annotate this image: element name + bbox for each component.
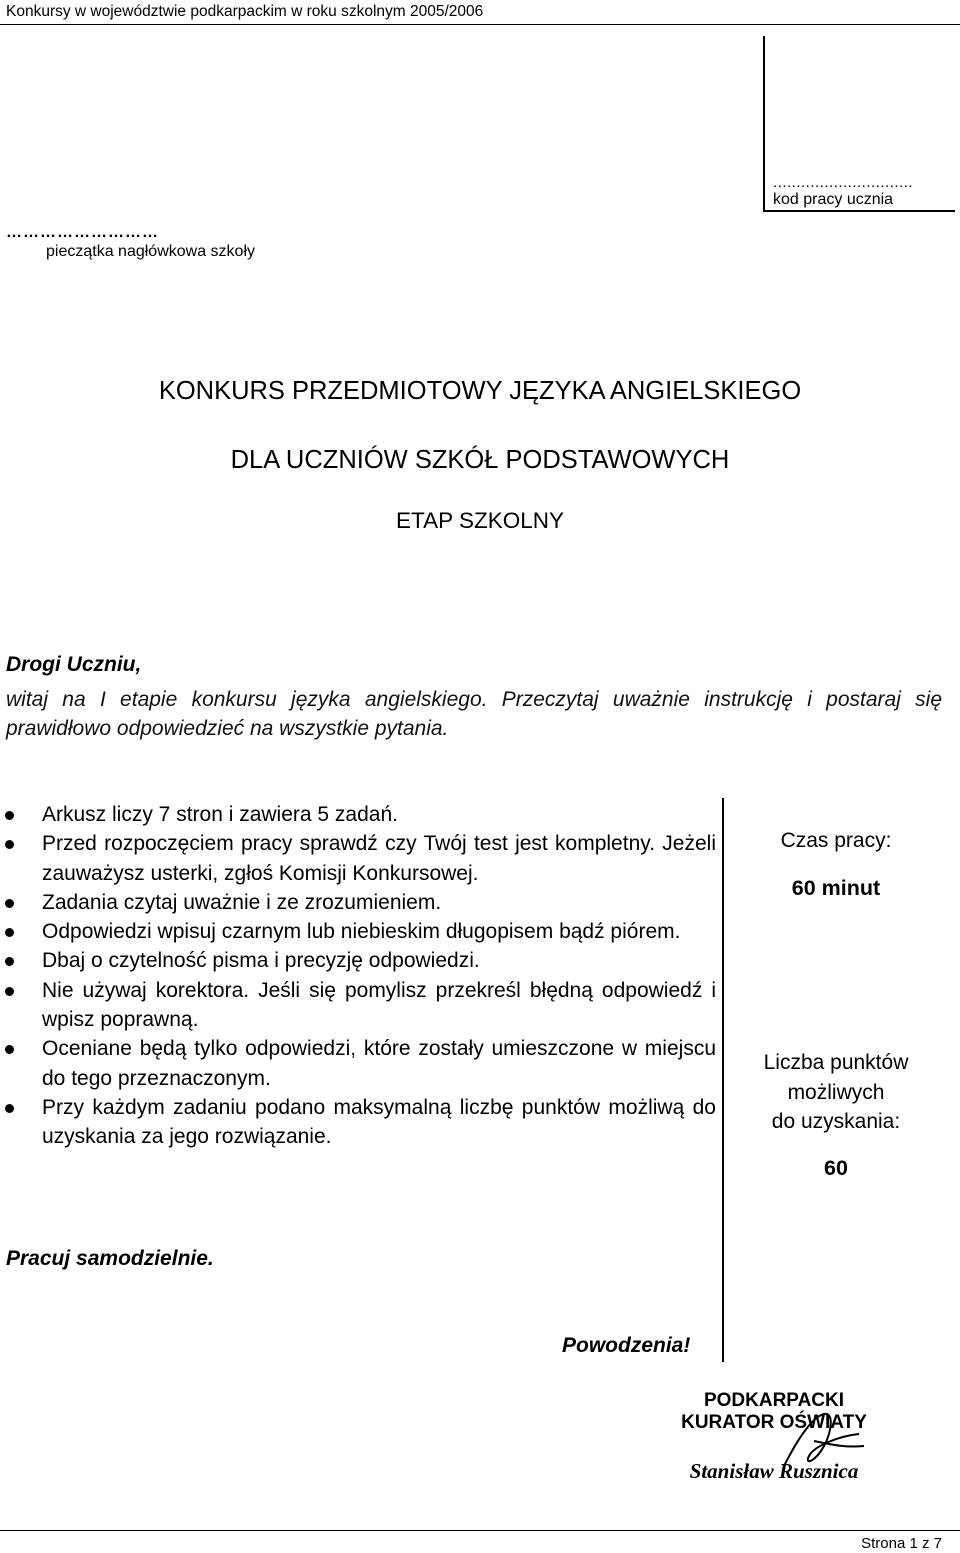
- code-box-label: kod pracy ucznia: [773, 191, 894, 208]
- header-divider: [0, 24, 960, 25]
- curator-signature-stamp: [664, 1386, 884, 1490]
- bullet-icon: [5, 1045, 14, 1054]
- bullet-icon: [5, 899, 14, 908]
- page-header-title: Konkursy w województwie podkarpackim w roku szkolnym 2005/2006: [6, 3, 484, 20]
- rule-text: Dbaj o czytelność pisma i precyzję odpowiedzi.: [42, 949, 480, 973]
- bullet-icon: [5, 928, 14, 937]
- code-box-left-border: [763, 36, 765, 212]
- points-label: [729, 1048, 943, 1137]
- title-stage: ETAP SZKOLNY: [396, 508, 564, 533]
- work-alone-note: Pracuj samodzielnie.: [6, 1247, 214, 1270]
- rules-list: [0, 800, 716, 1152]
- bullet-icon: [5, 840, 14, 849]
- points-label-line: do uzyskania:: [771, 1110, 901, 1133]
- intro-paragraph: witaj na I etapie konkursu języka angielskiego. Przeczytaj uważnie instrukcję i postaraj się prawidłowo odpowiedzieć na wszystkie pytania.: [6, 688, 942, 740]
- rule-item: [0, 976, 716, 1035]
- rule-item: [0, 888, 716, 917]
- signature-line2: KURATOR OŚWIATY: [681, 1412, 867, 1433]
- rule-text: Oceniane będą tylko odpowiedzi, które zostały umieszczone w miejscu do tego przeznaczonym.: [42, 1037, 716, 1090]
- bullet-icon: [5, 987, 14, 996]
- code-box-bottom-border: [763, 210, 955, 212]
- rule-text: Arkusz liczy 7 stron i zawiera 5 zadań.: [42, 803, 398, 826]
- rule-text: Przy każdym zadaniu podano maksymalną liczbę punktów możliwą do uzyskania za jego rozwiązanie.: [42, 1095, 716, 1149]
- good-luck-note: Powodzenia!: [562, 1334, 691, 1357]
- rule-item: [0, 800, 716, 829]
- points-label-line: Liczba punktów: [763, 1051, 909, 1074]
- points-label-line: możliwych: [787, 1080, 885, 1104]
- bullet-icon: [5, 811, 14, 820]
- time-value: 60 minut: [791, 876, 881, 900]
- rule-item: [0, 917, 716, 946]
- rule-item: [0, 1093, 716, 1152]
- signature-name: Stanisław Rusznica: [689, 1459, 859, 1483]
- bullet-icon: [5, 957, 14, 966]
- signature-line1: PODKARPACKI: [703, 1390, 845, 1411]
- rule-text: Nie używaj korektora. Jeśli się pomylisz przekreśl błędną odpowiedź i wpisz poprawną.: [42, 978, 716, 1032]
- code-box-dots: ..............................: [773, 174, 914, 191]
- rule-text: Odpowiedzi wpisuj czarnym lub niebieskim długopisem bądź piórem.: [42, 920, 681, 944]
- points-value: 60: [824, 1156, 848, 1180]
- rule-text: Zadania czytaj uważnie i ze zrozumieniem.: [42, 890, 442, 914]
- footer-divider: [0, 1530, 960, 1531]
- bullet-icon: [5, 1104, 14, 1113]
- rule-item: [0, 1034, 716, 1093]
- greeting: Drogi Uczniu,: [6, 653, 142, 676]
- rule-item: [0, 946, 716, 975]
- title-competition: KONKURS PRZEDMIOTOWY JĘZYKA ANGIELSKIEGO: [158, 377, 802, 405]
- stamp-label: pieczątka nagłówkowa szkoły: [46, 243, 255, 260]
- column-divider: [722, 798, 724, 1362]
- page-number: Strona 1 z 7: [861, 1535, 942, 1552]
- rule-text: Przed rozpoczęciem pracy sprawdź czy Twój test jest kompletny. Jeżeli zauważysz usterki, zgłoś Komisji Konkursowej.: [42, 832, 716, 885]
- stamp-dots: ………………………: [6, 224, 159, 241]
- rule-item: [0, 829, 716, 888]
- time-label: Czas pracy:: [780, 829, 892, 852]
- title-audience: DLA UCZNIÓW SZKÓŁ PODSTAWOWYCH: [230, 446, 730, 474]
